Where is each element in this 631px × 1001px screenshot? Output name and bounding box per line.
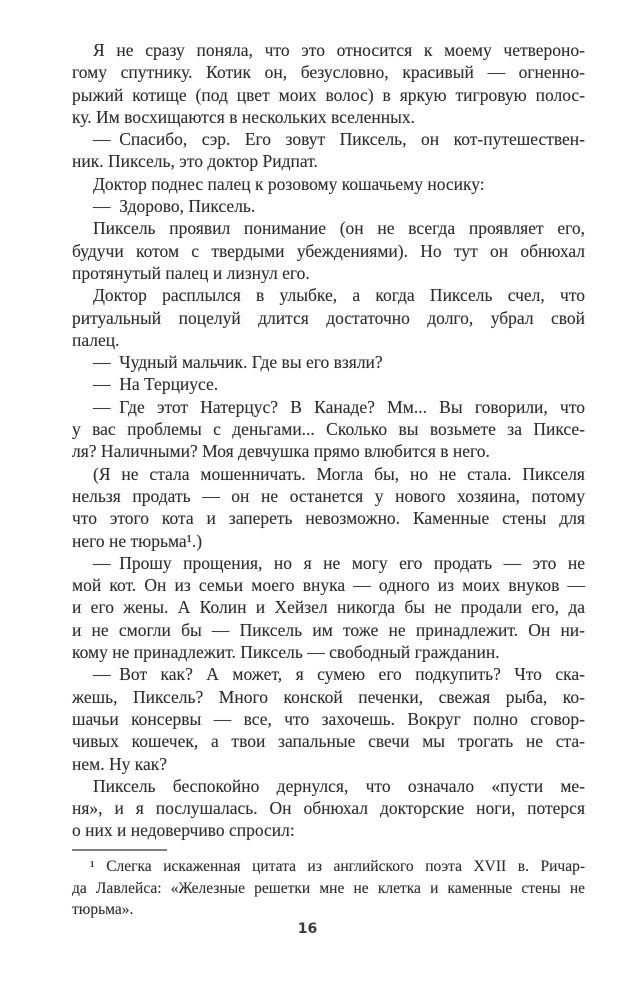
text-line: кому не принадлежит. Пиксель — свободный гражданин. (72, 642, 500, 663)
text-line: да Лавлейса: «Железные решетки мне не клетка и каменные стены не (72, 879, 585, 897)
text-line: — Чудный мальчик. Где вы его взяли? (93, 352, 383, 373)
text-line: палец. (72, 329, 120, 350)
text-line: шачьи консервы — все, что захочешь. Вокруг полно сговор- (72, 708, 585, 729)
text-line: (Я не стала мошенничать. Могла бы, но не стала. Пикселя (93, 463, 585, 484)
text-line: — Спасибо, сэр. Его зовут Пиксель, он кот-путешествен- (93, 129, 585, 150)
footnote-separator (72, 849, 167, 851)
footnote-text (72, 856, 585, 921)
text-line: Доктор поднес палец к розовому кошачьему носику: (93, 173, 485, 194)
text-line: мой кот. Он из семьи моего внука — одного из моих внуков — (72, 575, 585, 596)
text-line: нельзя продать — он не останется у нового хозяина, потому (72, 485, 585, 506)
page-number: 16 (297, 921, 318, 937)
text-line: — На Терциусе. (93, 374, 219, 395)
text-line: Я не сразу поняла, что это относится к моему четвероно- (93, 40, 585, 60)
text-line: ня», и я послушалась. Он обнюхал докторские ноги, потерся (72, 798, 585, 819)
text-line: гому спутнику. Котик он, безусловно, красивый — огненно- (72, 62, 585, 83)
text-line: Пиксель беспокойно дернулся, что означало «пусти ме- (93, 775, 585, 796)
text-line: Пиксель проявил понимание (он не всегда проявляет его, (93, 218, 585, 239)
text-line: будучи котом с твердыми убеждениями). Но тут он обнюхал (72, 240, 585, 261)
text-line: — Где этот Натерцус? В Канаде? Мм... Вы говорили, что (93, 396, 585, 417)
text-line: что этого кота и запереть невозможно. Каменные стены для (72, 508, 585, 529)
text-line: ку. Им восхищаются в нескольких вселенных. (72, 106, 416, 127)
text-line: — Вот как? А может, я сумею его подкупить? Что ска- (93, 664, 585, 685)
body-text (72, 39, 585, 842)
text-line: нем. Ну как? (72, 753, 167, 774)
text-line: протянутый палец и лизнул его. (72, 262, 310, 283)
text-line: чивых кошечек, а твои запальные свечи мы трогать не ста- (72, 731, 585, 752)
text-line: ¹ Слегка искаженная цитата из английского поэта XVII в. Ричар- (90, 858, 585, 875)
text-line: него не тюрьма¹.) (72, 530, 203, 551)
text-line: Доктор расплылся в улыбке, а когда Пиксель счел, что (93, 285, 585, 306)
text-line: ля? Наличными? Моя девчушка прямо влюбится в него. (72, 441, 490, 462)
text-line: жешь, Пиксель? Много конской печенки, свежая рыба, ко- (72, 686, 585, 707)
text-line: ник. Пиксель, это доктор Ридпат. (72, 151, 318, 172)
text-line: — Прошу прощения, но я не могу его продать — это не (93, 552, 585, 573)
text-line: и его жены. А Колин и Хейзел никогда бы не продали его, да (72, 597, 585, 618)
text-line: — Здорово, Пиксель. (93, 196, 256, 217)
text-line: рыжий котище (под цвет моих волос) в яркую тигровую полос- (72, 84, 585, 105)
text-line: тюрьма». (72, 901, 134, 919)
text-line: о них и недоверчиво спросил: (72, 820, 295, 841)
text-line: и не смогли бы — Пиксель им тоже не принадлежит. Он ни- (72, 619, 585, 640)
text-line: ритуальный поцелуй длится достаточно долго, убрал свой (72, 307, 585, 328)
text-line: у вас проблемы с деньгами... Сколько вы возьмете за Пиксе- (72, 419, 585, 440)
